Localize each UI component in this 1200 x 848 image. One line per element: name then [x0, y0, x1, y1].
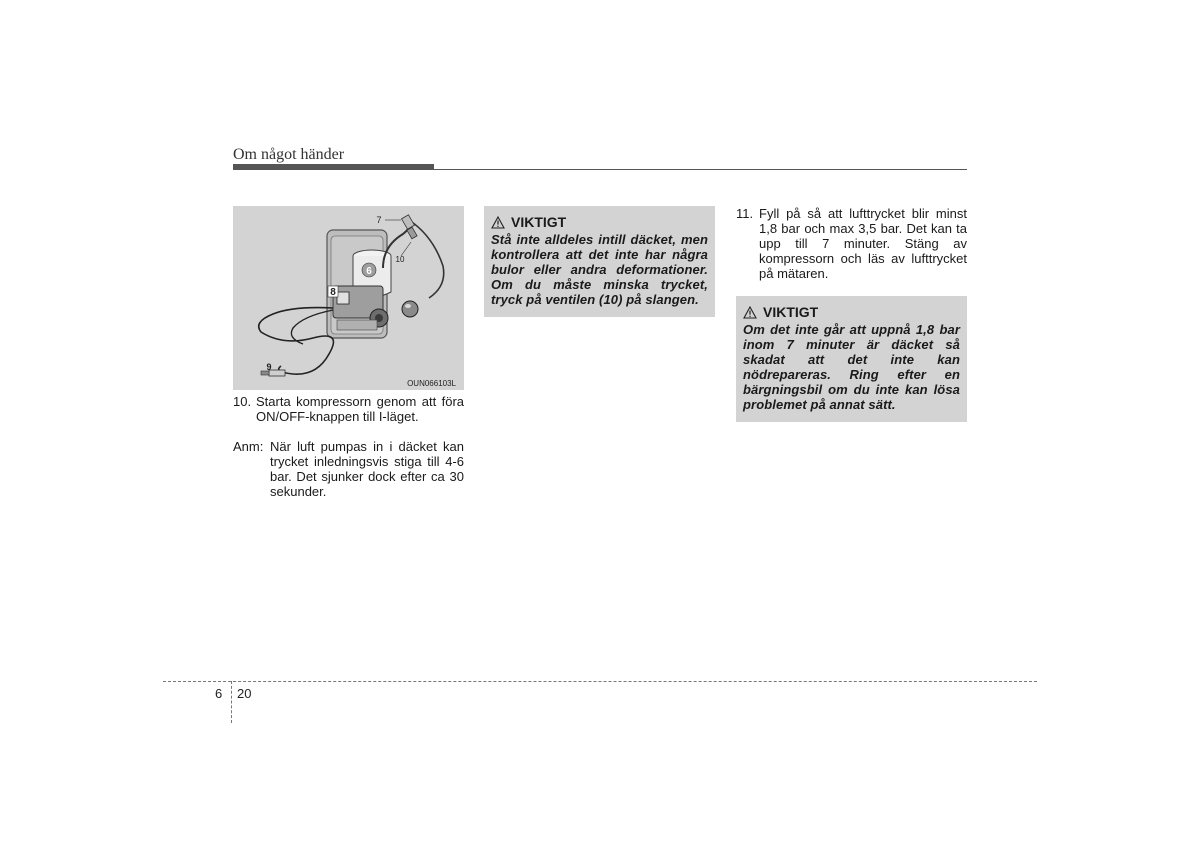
note-label: Anm:: [233, 439, 264, 454]
warning-triangle-icon: [743, 306, 757, 319]
warning-text: Om det inte går att uppnå 1,8 bar inom 7 minuter är däcket så skadat att det inte kan nödrepareras. Ring efter en bärgningsbil om du inte kan lösa problemet på annat sätt.: [743, 322, 960, 412]
warning-header: [491, 214, 708, 230]
compressor-figure: [233, 206, 464, 390]
callout-9: 9: [266, 362, 272, 372]
warning-box: [736, 296, 967, 422]
warning-triangle-icon: [491, 216, 505, 229]
section-title: Om något händer: [233, 146, 345, 163]
callout-7: 7: [376, 215, 382, 225]
warning-box: [484, 206, 715, 317]
column-left: [233, 206, 464, 499]
step-text: Starta kompressorn genom att föra ON/OFF-knappen till I-läget.: [256, 394, 464, 424]
note: [233, 439, 464, 499]
callout-8: 8: [330, 287, 336, 298]
note-text: När luft pumpas in i däcket kan trycket inledningsvis stiga till 4-6 bar. Det sjunker dock efter ca 30 sekunder.: [270, 439, 464, 499]
warning-header: [743, 304, 960, 320]
step-number: 10.: [233, 394, 252, 409]
chapter-number: 6: [215, 686, 223, 701]
header-bar: [233, 164, 434, 170]
callout-6: 6: [366, 266, 372, 277]
compressor-illustration: [233, 206, 464, 390]
callout-10: 10: [395, 255, 405, 264]
step-number: 11.: [736, 206, 754, 221]
header-rule: [434, 169, 967, 170]
footer-rule: [163, 681, 1037, 682]
step-11: [736, 206, 967, 281]
step-10: [233, 394, 464, 499]
column-middle: [484, 206, 715, 317]
page-number: 20: [237, 686, 252, 701]
warning-title: VIKTIGT: [511, 214, 567, 230]
step-text: Fyll på så att lufttrycket blir minst 1,8 bar och max 3,5 bar. Det kan ta upp till 7 minuter. Stäng av kompressorn och läs av lufttrycket på mätaren.: [759, 206, 967, 281]
warning-title: VIKTIGT: [763, 304, 819, 320]
column-right: [736, 206, 967, 422]
warning-text: Stå inte alldeles intill däcket, men kontrollera att det inte har några bulor eller andra deformationer. Om du måste minska trycket, tryck på ventilen (10) på slangen.: [491, 232, 708, 307]
footer-divider: [231, 681, 232, 723]
figure-code: OUN066103L: [407, 379, 456, 388]
